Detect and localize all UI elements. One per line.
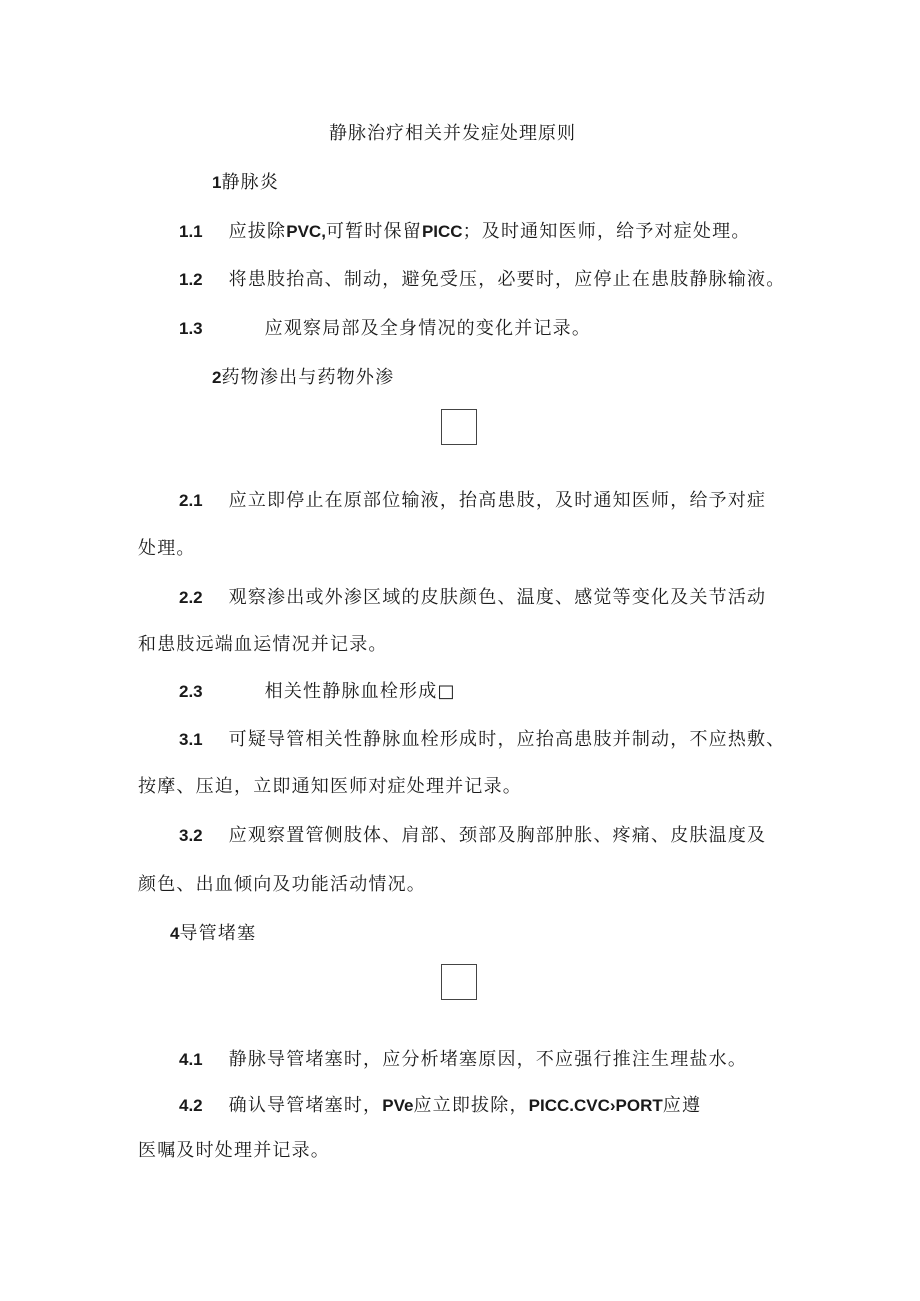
item-text: 应立即拔除， — [413, 1095, 529, 1116]
item-text: 应观察置管侧肢体、肩部、颈部及胸部肿胀、疼痛、皮肤温度及 — [228, 825, 767, 846]
section-4-heading — [170, 922, 256, 946]
item-number: 2.3 — [179, 682, 203, 701]
item-3-2 — [179, 824, 766, 848]
section-1-heading — [212, 171, 279, 195]
placeholder-box — [441, 409, 477, 445]
item-term-picc-cvc-port: PICC.CVC›PORT — [528, 1096, 663, 1115]
item-3-1 — [179, 728, 785, 752]
item-text: ；及时通知医师，给予对症处理。 — [462, 221, 751, 242]
section-number: 4 — [170, 924, 180, 943]
item-text: 应观察局部及全身情况的变化并记录。 — [264, 318, 592, 339]
item-3-2-cont: 颜色、出血倾向及功能活动情况。 — [138, 874, 426, 895]
item-number: 4.1 — [179, 1050, 203, 1069]
item-text: 相关性静脉血栓形成□ — [264, 681, 456, 702]
section-number: 2 — [212, 368, 222, 387]
section-heading-text: 导管堵塞 — [179, 923, 257, 944]
item-term-picc: PICC — [421, 222, 463, 241]
item-text: 静脉导管堵塞时，应分析堵塞原因，不应强行推注生理盐水。 — [228, 1049, 748, 1070]
item-2-1 — [179, 489, 766, 513]
item-1-1 — [179, 220, 751, 244]
item-number: 2.2 — [179, 588, 203, 607]
item-2-1-cont: 处理。 — [138, 538, 196, 559]
item-2-2-cont: 和患肢远端血运情况并记录。 — [138, 634, 388, 655]
item-text: 应遵 — [662, 1095, 702, 1116]
item-4-2 — [179, 1094, 701, 1118]
item-1-3 — [179, 317, 591, 341]
item-4-2-cont: 医嘱及时处理并记录。 — [138, 1140, 330, 1161]
item-3-1-cont: 按摩、压迫，立即通知医师对症处理并记录。 — [138, 776, 522, 797]
item-number: 4.2 — [179, 1096, 203, 1115]
item-term-pve: PVe — [382, 1096, 414, 1115]
section-heading-text: 药物渗出与药物外渗 — [221, 367, 395, 388]
item-text: 确认导管堵塞时， — [228, 1095, 383, 1116]
item-text: 应拔除 — [228, 221, 287, 242]
item-1-2 — [179, 268, 785, 292]
item-text: 可暂时保留 — [325, 221, 422, 242]
item-4-1 — [179, 1048, 747, 1072]
section-2-heading — [212, 366, 394, 390]
placeholder-box — [441, 964, 477, 1000]
item-number: 1.3 — [179, 319, 203, 338]
section-number: 1 — [212, 173, 222, 192]
item-text: 将患肢抬高、制动，避免受压，必要时，应停止在患肢静脉输液。 — [228, 269, 786, 290]
item-text: 可疑导管相关性静脉血栓形成时，应抬高患肢并制动，不应热敷、 — [228, 729, 786, 750]
item-text: 观察渗出或外渗区域的皮肤颜色、温度、感觉等变化及关节活动 — [228, 587, 767, 608]
section-heading-text: 静脉炎 — [221, 172, 280, 193]
item-term-pvc: PVC, — [286, 222, 326, 241]
item-number: 1.1 — [179, 222, 203, 241]
item-text: 应立即停止在原部位输液，抬高患肢，及时通知医师，给予对症 — [228, 490, 767, 511]
page-title: 静脉治疗相关并发症处理原则 — [329, 123, 576, 144]
item-2-2 — [179, 586, 766, 610]
item-number: 3.1 — [179, 730, 203, 749]
item-number: 2.1 — [179, 491, 203, 510]
item-2-3 — [179, 680, 456, 704]
item-number: 1.2 — [179, 270, 203, 289]
item-number: 3.2 — [179, 826, 203, 845]
